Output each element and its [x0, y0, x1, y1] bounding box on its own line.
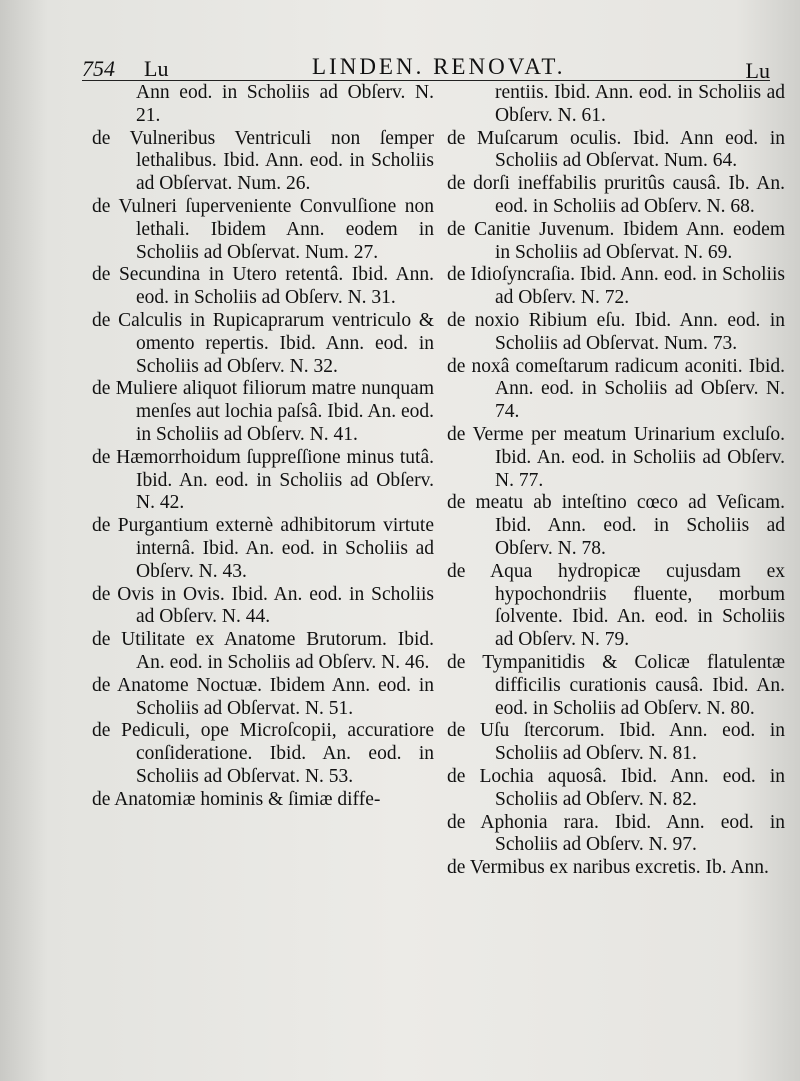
- index-entry: de Hæmorrhoidum ſuppreſſione minus tutâ. Ibid. An. eod. in Scholiis ad Obſerv. N. 42.: [92, 446, 434, 514]
- page-number: 754: [82, 56, 115, 81]
- left-column: [92, 82, 434, 812]
- index-entry: de Muſcarum oculis. Ibid. Ann eod. in Scholiis ad Obſervat. Num. 64.: [447, 127, 785, 172]
- index-entry: de Lochia aquosâ. Ibid. Ann. eod. in Scholiis ad Obſerv. N. 82.: [447, 765, 785, 810]
- index-entry: Ann eod. in Scholiis ad Obſerv. N. 21.: [136, 82, 434, 126]
- running-head-right: Lu: [745, 58, 770, 83]
- index-entry: de Utilitate ex Anatome Brutorum. Ibid. An. eod. in Scholiis ad Obſerv. N. 46.: [92, 629, 434, 673]
- index-entry: de Muliere aliquot filiorum matre nunquam menſes aut lochia paſsâ. Ibid. An. eod. in Scholiis ad Obſerv. N. 41.: [92, 378, 434, 445]
- index-entry: de Vermibus ex naribus excretis. Ib. Ann.: [447, 857, 769, 879]
- index-entry: de Calculis in Rupicaprarum ventriculo & omento repertis. Ibid. Ann. eod. in Scholiis ad Obſerv. N. 32.: [92, 309, 434, 377]
- index-entry: de Aqua hydropicæ cujusdam ex hypochondriis fluente, morbum ſolvente. Ibid. An. eod. in Scholiis ad Obſerv. N. 79.: [447, 560, 785, 651]
- index-entry: de Anatome Noctuæ. Ibidem Ann. eod. in Scholiis ad Obſervat. N. 51.: [92, 674, 434, 719]
- index-entry: de Vulneribus Ventriculi non ſemper lethalibus. Ibid. Ann. eod. in Scholiis ad Obſervat. Num. 26.: [92, 127, 434, 195]
- index-entry: de noxio Ribium eſu. Ibid. Ann. eod. in Scholiis ad Obſervat. Num. 73.: [447, 309, 785, 354]
- index-entry: de Anatomiæ hominis & ſimiæ diffe-: [92, 788, 381, 810]
- index-entry: de Pediculi, ope Microſcopii, accuratiore conſideratione. Ibid. An. eod. in Scholiis ad Obſervat. N. 53.: [92, 720, 434, 787]
- index-entry: de Canitie Juvenum. Ibidem Ann. eodem in Scholiis ad Obſervat. N. 69.: [447, 218, 785, 263]
- right-column: [447, 82, 785, 880]
- header-rule: [82, 80, 770, 81]
- index-entry: de Purgantium externè adhibitorum virtute internâ. Ibid. An. eod. in Scholiis ad Obſerv. N. 43.: [92, 515, 434, 582]
- index-entry: rentiis. Ibid. Ann. eod. in Scholiis ad Obſerv. N. 61.: [495, 82, 785, 126]
- index-entry: de noxâ comeſtarum radicum aconiti. Ibid. Ann. eod. in Scholiis ad Obſerv. N. 74.: [447, 355, 785, 423]
- index-entry: de Ovis in Ovis. Ibid. An. eod. in Scholiis ad Obſerv. N. 44.: [92, 583, 434, 628]
- index-entry: de Tympanitidis & Colicæ flatulentæ difficilis curationis causâ. Ibid. An. eod. in Scholiis ad Obſerv. N. 80.: [447, 651, 785, 719]
- index-entry: de Vulneri ſuperveniente Convulſione non lethali. Ibidem Ann. eodem in Scholiis ad Obſervat. Num. 27.: [92, 195, 434, 263]
- index-entry: de Idioſyncraſia. Ibid. Ann. eod. in Scholiis ad Obſerv. N. 72.: [447, 264, 785, 309]
- index-entry: de Aphonia rara. Ibid. Ann. eod. in Scholiis ad Obſerv. N. 97.: [447, 811, 785, 856]
- page-header: [82, 52, 770, 82]
- index-entry: de Uſu ſtercorum. Ibid. Ann. eod. in Scholiis ad Obſerv. N. 81.: [447, 720, 785, 765]
- page-title: LINDEN. RENOVAT.: [312, 54, 566, 79]
- index-entry: de dorſi ineffabilis pruritûs causâ. Ib. An. eod. in Scholiis ad Obſerv. N. 68.: [447, 173, 785, 217]
- index-entry: de Secundina in Utero retentâ. Ibid. Ann. eod. in Scholiis ad Obſerv. N. 31.: [92, 264, 434, 309]
- running-head-left: Lu: [144, 56, 169, 81]
- index-entry: de Verme per meatum Urinarium excluſo. Ibid. An. eod. in Scholiis ad Obſerv. N. 77.: [447, 423, 785, 491]
- index-entry: de meatu ab inteſtino cœco ad Veſicam. Ibid. Ann. eod. in Scholiis ad Obſerv. N. 78.: [447, 492, 785, 559]
